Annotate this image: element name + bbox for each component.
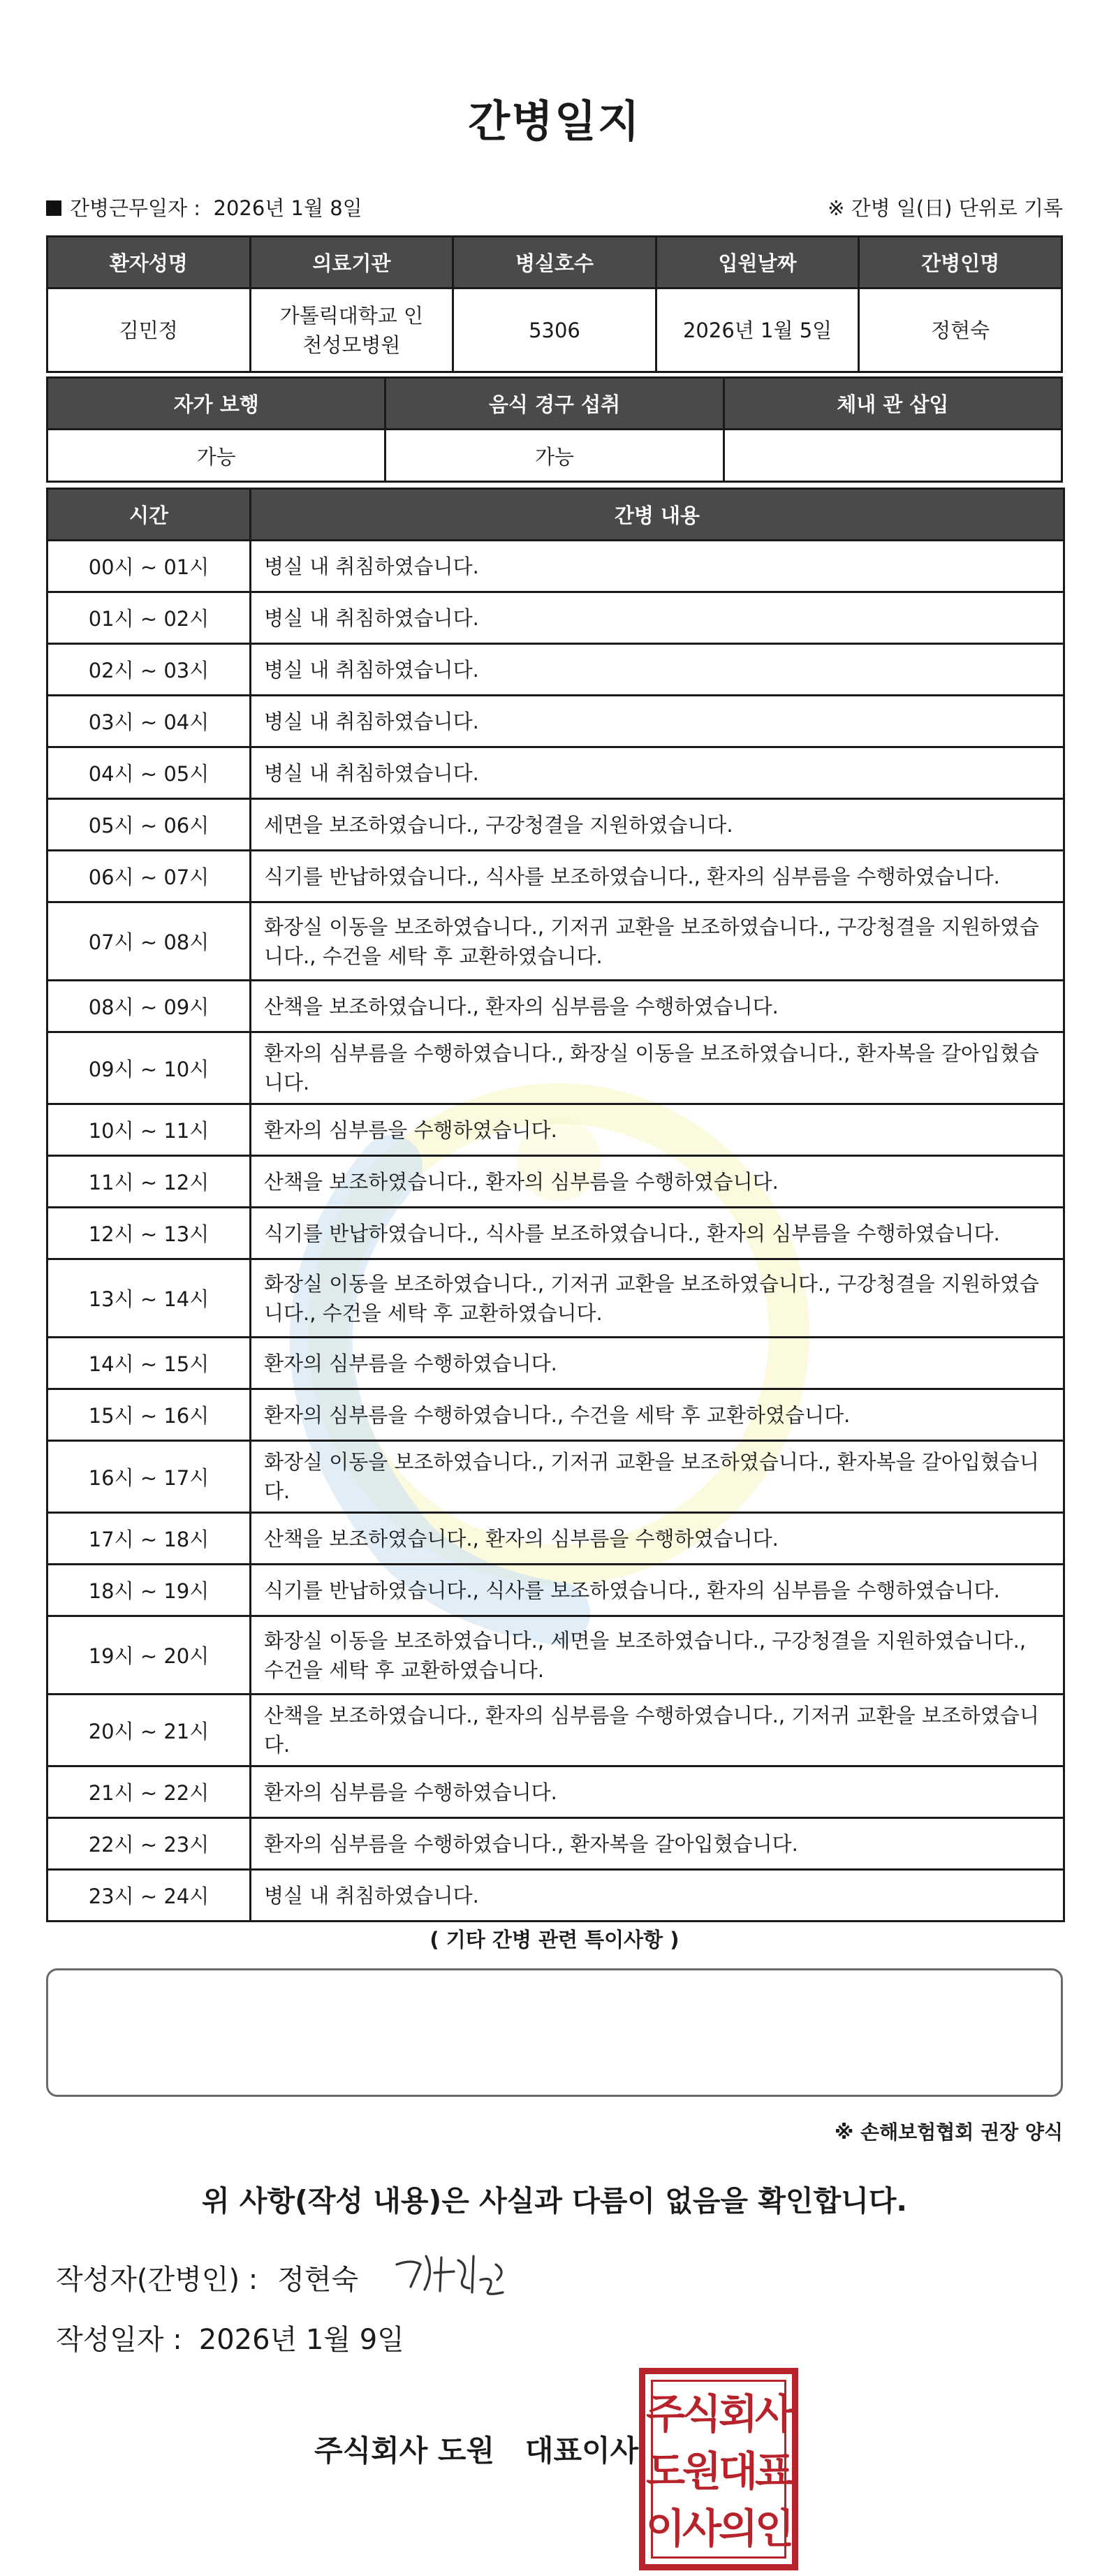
header-patient-name: 환자성명	[47, 237, 251, 288]
table-row	[47, 981, 1064, 1032]
table-row	[47, 851, 1064, 902]
table-row	[47, 430, 1062, 482]
special-notes-box	[46, 1968, 1063, 2097]
document-title: 간병일지	[468, 96, 641, 147]
care-content-cell: 산책을 보조하였습니다., 환자의 심부름을 수행하였습니다.	[251, 1156, 1064, 1208]
table-row	[47, 644, 1064, 696]
header-room: 병실호수	[453, 237, 656, 288]
table-header-row	[47, 378, 1062, 430]
patient-info-table	[46, 235, 1063, 373]
time-cell: 16시 ~ 17시	[47, 1441, 251, 1513]
time-cell: 05시 ~ 06시	[47, 799, 251, 851]
care-content-cell: 환자의 심부름을 수행하였습니다., 수건을 세탁 후 교환하였습니다.	[251, 1389, 1064, 1441]
time-cell: 15시 ~ 16시	[47, 1389, 251, 1441]
care-content-cell: 식기를 반납하였습니다., 식사를 보조하였습니다., 환자의 심부름을 수행하였습니다.	[251, 851, 1064, 902]
form-note: ※ 손해보험협회 권장 양식	[835, 2121, 1063, 2144]
patient-status-table	[46, 376, 1063, 483]
table-row	[47, 1338, 1064, 1389]
time-cell: 21시 ~ 22시	[47, 1766, 251, 1818]
care-content-cell: 병실 내 취침하였습니다.	[251, 747, 1064, 799]
time-cell: 22시 ~ 23시	[47, 1818, 251, 1870]
table-row	[47, 592, 1064, 644]
special-notes-label: ( 기타 간병 관련 특이사항 )	[429, 1928, 680, 1952]
care-content-cell: 화장실 이동을 보조하였습니다., 세면을 보조하였습니다., 구강청결을 지원하였습니다., 수건을 세탁 후 교환하였습니다.	[251, 1616, 1064, 1695]
time-cell: 06시 ~ 07시	[47, 851, 251, 902]
room-number: 5306	[453, 288, 656, 372]
care-content-cell: 환자의 심부름을 수행하였습니다., 화장실 이동을 보조하였습니다., 환자복을 갈아입혔습니다.	[251, 1032, 1064, 1104]
care-content-cell: 산책을 보조하였습니다., 환자의 심부름을 수행하였습니다.	[251, 1513, 1064, 1565]
table-row	[47, 1870, 1064, 1922]
table-row	[47, 1616, 1064, 1695]
written-date-line	[56, 2318, 404, 2357]
time-cell: 20시 ~ 21시	[47, 1695, 251, 1766]
care-content-cell: 화장실 이동을 보조하였습니다., 기저귀 교환을 보조하였습니다., 구강청결을 지원하였습니다., 수건을 세탁 후 교환하였습니다.	[251, 1259, 1064, 1338]
table-row	[47, 696, 1064, 747]
table-header-row	[47, 237, 1062, 288]
admission-date: 2026년 1월 5일	[656, 288, 859, 372]
care-content-cell: 산책을 보조하였습니다., 환자의 심부름을 수행하였습니다.	[251, 981, 1064, 1032]
header-admission-date: 입원날짜	[656, 237, 859, 288]
table-row	[47, 1104, 1064, 1156]
time-cell: 08시 ~ 09시	[47, 981, 251, 1032]
table-row	[47, 902, 1064, 981]
writer-label: 작성자(간병인) :	[56, 2264, 258, 2296]
time-cell: 17시 ~ 18시	[47, 1513, 251, 1565]
time-cell: 14시 ~ 15시	[47, 1338, 251, 1389]
header-caregiver-name: 간병인명	[859, 237, 1062, 288]
care-log-rows	[47, 541, 1064, 1922]
table-row	[47, 1259, 1064, 1338]
work-date-label: 간병근무일자 :	[70, 196, 201, 220]
table-row	[47, 1565, 1064, 1616]
care-content-cell: 식기를 반납하였습니다., 식사를 보조하였습니다., 환자의 심부름을 수행하였습니다.	[251, 1565, 1064, 1616]
oral-intake-value: 가능	[385, 430, 724, 482]
care-content-cell: 화장실 이동을 보조하였습니다., 기저귀 교환을 보조하였습니다., 환자복을 갈아입혔습니다.	[251, 1441, 1064, 1513]
table-row	[47, 1032, 1064, 1104]
table-row	[47, 1389, 1064, 1441]
header-time: 시간	[47, 489, 251, 541]
time-cell: 11시 ~ 12시	[47, 1156, 251, 1208]
table-row	[47, 1695, 1064, 1766]
care-content-cell: 병실 내 취침하였습니다.	[251, 541, 1064, 592]
hospital-name: 가톨릭대학교 인천성모병원	[250, 288, 453, 372]
table-row	[47, 747, 1064, 799]
care-content-cell: 화장실 이동을 보조하였습니다., 기저귀 교환을 보조하였습니다., 구강청결을 지원하였습니다., 수건을 세탁 후 교환하였습니다.	[251, 902, 1064, 981]
table-row	[47, 1208, 1064, 1259]
care-content-cell: 환자의 심부름을 수행하였습니다.	[251, 1766, 1064, 1818]
header-care-content: 간병 내용	[251, 489, 1064, 541]
table-row	[47, 799, 1064, 851]
work-date-value: 2026년 1월 8일	[213, 196, 362, 220]
table-row	[47, 541, 1064, 592]
header-hospital: 의료기관	[250, 237, 453, 288]
time-cell: 19시 ~ 20시	[47, 1616, 251, 1695]
writer-line	[56, 2257, 358, 2297]
care-content-cell: 환자의 심부름을 수행하였습니다.	[251, 1104, 1064, 1156]
company-name: 주식회사 도원 대표이사	[314, 2434, 639, 2468]
care-content-cell: 산책을 보조하였습니다., 환자의 심부름을 수행하였습니다., 기저귀 교환을 보조하였습니다.	[251, 1695, 1064, 1766]
time-cell: 00시 ~ 01시	[47, 541, 251, 592]
signature-image	[391, 2244, 517, 2306]
time-cell: 07시 ~ 08시	[47, 902, 251, 981]
care-content-cell: 환자의 심부름을 수행하였습니다.	[251, 1338, 1064, 1389]
written-date-label: 작성일자 :	[56, 2324, 182, 2356]
tube-insertion-value	[724, 430, 1062, 482]
header-oral-intake: 음식 경구 섭취	[385, 378, 724, 430]
table-row	[47, 1766, 1064, 1818]
care-content-cell: 병실 내 취침하였습니다.	[251, 592, 1064, 644]
work-date	[46, 193, 362, 221]
time-cell: 01시 ~ 02시	[47, 592, 251, 644]
patient-name: 김민정	[47, 288, 251, 372]
table-row	[47, 1818, 1064, 1870]
care-content-cell: 세면을 보조하였습니다., 구강청결을 지원하였습니다.	[251, 799, 1064, 851]
table-row	[47, 1441, 1064, 1513]
square-bullet-icon	[46, 200, 61, 216]
time-cell: 12시 ~ 13시	[47, 1208, 251, 1259]
seal-row-3: 이사의인	[645, 2505, 792, 2552]
unit-note: ※ 간병 일(日) 단위로 기록	[828, 196, 1063, 220]
care-content-cell: 환자의 심부름을 수행하였습니다., 환자복을 갈아입혔습니다.	[251, 1818, 1064, 1870]
time-cell: 10시 ~ 11시	[47, 1104, 251, 1156]
care-content-cell: 식기를 반납하였습니다., 식사를 보조하였습니다., 환자의 심부름을 수행하였습니다.	[251, 1208, 1064, 1259]
care-content-cell: 병실 내 취침하였습니다.	[251, 1870, 1064, 1922]
time-cell: 04시 ~ 05시	[47, 747, 251, 799]
caregiver-name: 정현숙	[859, 288, 1062, 372]
care-content-cell: 병실 내 취침하였습니다.	[251, 644, 1064, 696]
table-header-row	[47, 489, 1064, 541]
writer-name: 정현숙	[277, 2264, 359, 2296]
written-date-value: 2026년 1월 9일	[198, 2324, 404, 2356]
confirmation-statement: 위 사항(작성 내용)은 사실과 다름이 없음을 확인합니다.	[201, 2184, 908, 2218]
time-cell: 23시 ~ 24시	[47, 1870, 251, 1922]
self-walking-value: 가능	[47, 430, 385, 482]
company-seal	[639, 2368, 798, 2570]
care-content-cell: 병실 내 취침하였습니다.	[251, 696, 1064, 747]
time-cell: 13시 ~ 14시	[47, 1259, 251, 1338]
table-row	[47, 1156, 1064, 1208]
time-cell: 09시 ~ 10시	[47, 1032, 251, 1104]
time-cell: 03시 ~ 04시	[47, 696, 251, 747]
header-self-walking: 자가 보행	[47, 378, 385, 430]
table-row	[47, 288, 1062, 372]
seal-row-1: 주식회사	[645, 2390, 792, 2438]
care-log-table	[46, 488, 1065, 1922]
header-tube-insertion: 체내 관 삽입	[724, 378, 1062, 430]
seal-row-2: 도원대표	[645, 2447, 792, 2495]
time-cell: 02시 ~ 03시	[47, 644, 251, 696]
table-row	[47, 1513, 1064, 1565]
time-cell: 18시 ~ 19시	[47, 1565, 251, 1616]
